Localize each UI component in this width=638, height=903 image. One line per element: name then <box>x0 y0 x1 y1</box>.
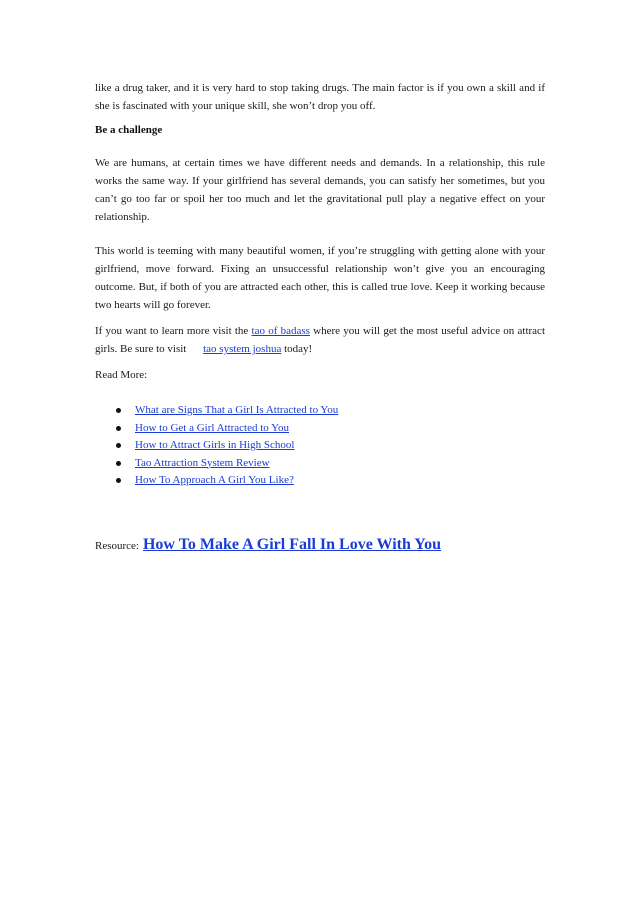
learn-more-text-3: today! <box>281 343 313 355</box>
list-item <box>95 437 338 455</box>
paragraph-learn-more <box>95 322 545 358</box>
bullet-icon <box>116 443 121 448</box>
list-item <box>95 420 338 438</box>
read-more-label: Read More: <box>95 369 148 381</box>
resource-line <box>95 536 441 554</box>
read-more-list <box>95 402 338 490</box>
bullet-icon <box>116 461 121 466</box>
read-more-link[interactable]: How To Approach A Girl You Like? <box>135 474 294 486</box>
resource-label: Resource: <box>95 540 139 552</box>
read-more-link[interactable]: How to Get a Girl Attracted to You <box>135 421 289 434</box>
paragraph-beautiful-women: This world is teeming with many beautiful women, if you’re struggling with getting alone with your girlfriend, move forward. Fixing an unsuccessful relationship won’t give you an encouraging outcome. But, if both of you are attracted each other, this is called true love. Keep it working because two hearts will go forever. <box>95 245 545 311</box>
learn-more-text-2: where you will get the most useful advice on attract girls. Be sure to visit <box>95 325 545 355</box>
learn-more-text-1: If you want to learn more visit the <box>95 325 252 337</box>
read-more-link[interactable]: What are Signs That a Girl Is Attracted to You <box>135 404 339 416</box>
read-more-link[interactable]: How to Attract Girls in High School <box>135 439 295 451</box>
paragraph-needs-demands: We are humans, at certain times we have different needs and demands. In a relationship, this rule works the same way. If your girlfriend has several demands, you can satisfy her sometimes, but you can’t go too far or spoil her too much and let the gravitational pull play a negative effect on your relationship. <box>95 157 545 223</box>
read-more-link[interactable]: Tao Attraction System Review <box>135 456 270 469</box>
list-item <box>95 402 338 420</box>
bullet-icon <box>116 408 121 413</box>
list-item <box>95 472 338 490</box>
paragraph-drug-taker: like a drug taker, and it is very hard to stop taking drugs. The main factor is if you own a skill and if she is fascinated with your unique skill, she won’t drop you off. <box>95 82 545 112</box>
tao-of-badass-link[interactable]: tao of badass <box>251 325 310 337</box>
bullet-icon <box>116 478 121 483</box>
list-item <box>95 455 338 473</box>
resource-link[interactable]: How To Make A Girl Fall In Love With You <box>142 536 441 553</box>
bullet-icon <box>116 426 121 431</box>
tao-system-joshua-link[interactable]: tao system joshua <box>203 343 282 355</box>
section-heading: Be a challenge <box>95 124 163 136</box>
